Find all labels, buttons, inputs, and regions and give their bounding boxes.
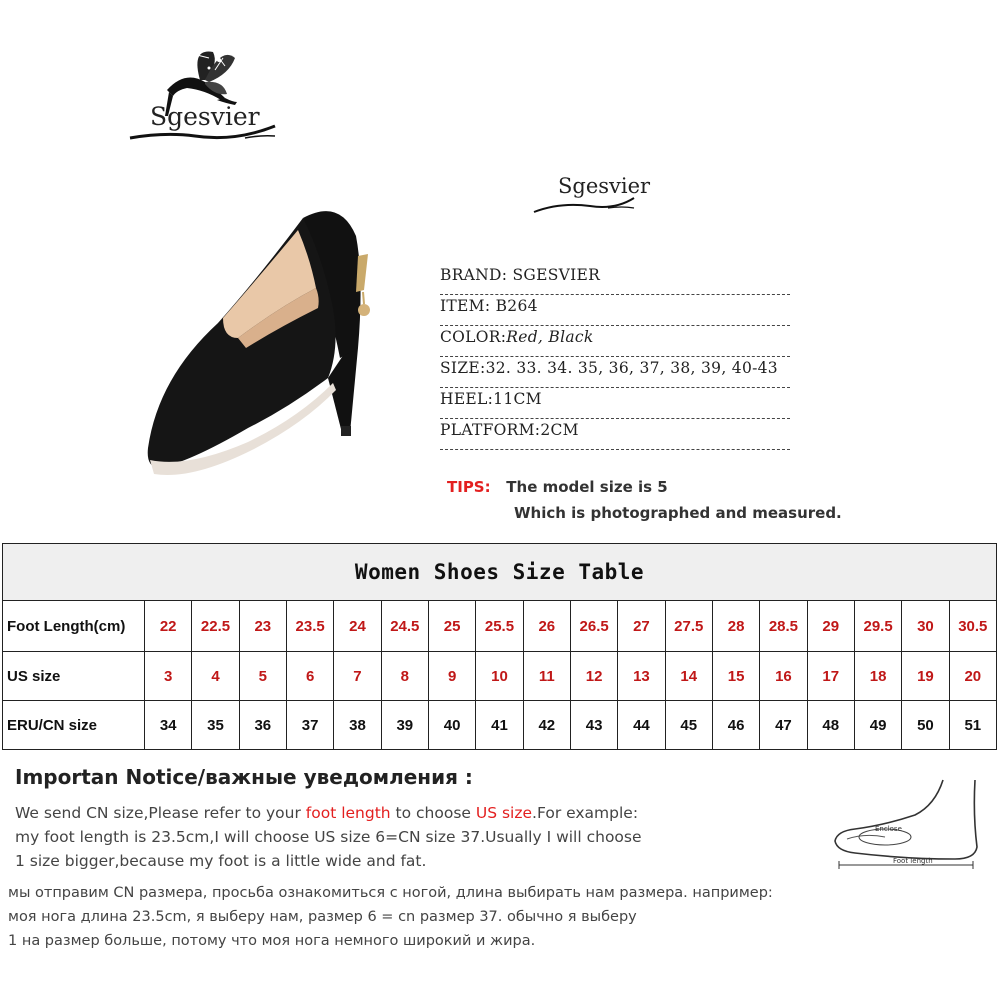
spec-label: HEEL: <box>440 390 494 408</box>
size-cell: 38 <box>334 701 381 750</box>
spec-platform <box>440 421 790 450</box>
notice-highlight-foot-length: foot length <box>305 804 391 822</box>
size-cell: 9 <box>428 652 475 701</box>
notice-ru-line-3: 1 на размер больше, потому что моя нога немного широкий и жира. <box>8 933 536 949</box>
size-cell: 48 <box>807 701 854 750</box>
size-cell: 17 <box>807 652 854 701</box>
size-table-title: Women Shoes Size Table <box>3 544 997 601</box>
size-cell: 28.5 <box>760 601 807 652</box>
size-cell: 30 <box>902 601 949 652</box>
size-table <box>2 543 997 750</box>
notice-highlight-us-size: US size <box>475 804 533 822</box>
size-cell: 5 <box>239 652 286 701</box>
size-cell: 34 <box>145 701 192 750</box>
notice-en-line-2: my foot length is 23.5cm,I will choose US size 6=CN size 37.Usually I will choose <box>15 828 642 846</box>
foot-measure-diagram <box>825 775 985 875</box>
size-row-header: Foot Length(cm) <box>3 601 145 652</box>
size-cell: 26 <box>523 601 570 652</box>
size-cell: 24 <box>334 601 381 652</box>
enclose-label: Enclose <box>875 825 902 833</box>
size-cell: 13 <box>618 652 665 701</box>
size-cell: 4 <box>192 652 239 701</box>
spec-label: ITEM: <box>440 297 496 315</box>
butterfly-heel-icon <box>125 40 285 155</box>
size-cell: 27.5 <box>665 601 712 652</box>
foot-outline-icon <box>825 775 985 875</box>
spec-value: SGESVIER <box>512 266 601 284</box>
size-row-header: US size <box>3 652 145 701</box>
pump-shoe-icon <box>128 198 388 498</box>
notice-text: to choose <box>390 804 476 822</box>
spec-color <box>440 328 790 357</box>
size-cell: 25.5 <box>476 601 523 652</box>
size-table-row <box>3 601 997 652</box>
size-cell: 49 <box>854 701 901 750</box>
size-row-header: ERU/CN size <box>3 701 145 750</box>
spec-label: BRAND: <box>440 266 513 284</box>
notice-text: .For example: <box>532 804 639 822</box>
size-cell: 37 <box>286 701 333 750</box>
size-cell: 15 <box>712 652 759 701</box>
size-cell: 10 <box>476 652 523 701</box>
spec-label: COLOR: <box>440 328 507 346</box>
size-cell: 46 <box>712 701 759 750</box>
size-cell: 24.5 <box>381 601 428 652</box>
tips-line-2: Which is photographed and measured. <box>514 504 842 522</box>
size-cell: 20 <box>949 652 996 701</box>
size-cell: 3 <box>145 652 192 701</box>
size-cell: 16 <box>760 652 807 701</box>
spec-value: 11CM <box>493 390 542 408</box>
size-cell: 6 <box>286 652 333 701</box>
size-cell: 41 <box>476 701 523 750</box>
notice-heading: Importan Notice/важные уведомления : <box>15 765 473 789</box>
size-table-row <box>3 652 997 701</box>
size-cell: 50 <box>902 701 949 750</box>
size-cell: 40 <box>428 701 475 750</box>
tips-text: The model size is 5 <box>506 478 668 496</box>
product-shoe-image <box>128 198 388 498</box>
size-cell: 8 <box>381 652 428 701</box>
spec-value: Red, Black <box>506 328 594 346</box>
size-cell: 36 <box>239 701 286 750</box>
size-cell: 12 <box>570 652 617 701</box>
logo-wordmark: Sgesvier <box>558 174 651 198</box>
spec-label: PLATFORM: <box>440 421 541 439</box>
size-cell: 51 <box>949 701 996 750</box>
size-cell: 23 <box>239 601 286 652</box>
size-cell: 14 <box>665 652 712 701</box>
notice-en-line-1 <box>15 804 638 822</box>
tips-line-1 <box>447 478 668 496</box>
size-cell: 35 <box>192 701 239 750</box>
tips-label: TIPS: <box>447 478 491 496</box>
spec-size <box>440 359 790 388</box>
size-cell: 27 <box>618 601 665 652</box>
size-cell: 7 <box>334 652 381 701</box>
spec-value: 32. 33. 34. 35, 36, 37, 38, 39, 40-43 <box>485 359 778 377</box>
size-cell: 19 <box>902 652 949 701</box>
size-cell: 26.5 <box>570 601 617 652</box>
size-cell: 47 <box>760 701 807 750</box>
spec-heel <box>440 390 790 419</box>
size-cell: 39 <box>381 701 428 750</box>
size-cell: 22.5 <box>192 601 239 652</box>
size-cell: 29 <box>807 601 854 652</box>
brand-logo-mid <box>530 168 651 223</box>
logo-wordmark: Sgesvier <box>150 102 260 131</box>
foot-length-label: Foot length <box>893 857 933 865</box>
notice-text: We send CN size,Please refer to your <box>15 804 306 822</box>
size-cell: 44 <box>618 701 665 750</box>
size-cell: 29.5 <box>854 601 901 652</box>
brand-logo-top <box>125 40 285 155</box>
size-cell: 30.5 <box>949 601 996 652</box>
size-cell: 45 <box>665 701 712 750</box>
size-cell: 18 <box>854 652 901 701</box>
size-cell: 43 <box>570 701 617 750</box>
size-cell: 28 <box>712 601 759 652</box>
spec-value: 2CM <box>540 421 579 439</box>
spec-brand <box>440 266 790 295</box>
spec-value: B264 <box>495 297 538 315</box>
spec-label: SIZE: <box>440 359 486 377</box>
size-cell: 42 <box>523 701 570 750</box>
size-cell: 11 <box>523 652 570 701</box>
notice-en-line-3: 1 size bigger,because my foot is a little wide and fat. <box>15 852 427 870</box>
spec-item <box>440 297 790 326</box>
size-cell: 25 <box>428 601 475 652</box>
notice-ru-line-1: мы отправим CN размера, просьба ознакомиться с ногой, длина выбирать нам размера. например: <box>8 885 773 901</box>
size-cell: 23.5 <box>286 601 333 652</box>
size-cell: 22 <box>145 601 192 652</box>
notice-ru-line-2: моя нога длина 23.5cm, я выберу нам, размер 6 = cn размер 37. обычно я выберу <box>8 909 637 925</box>
size-table-row <box>3 701 997 750</box>
